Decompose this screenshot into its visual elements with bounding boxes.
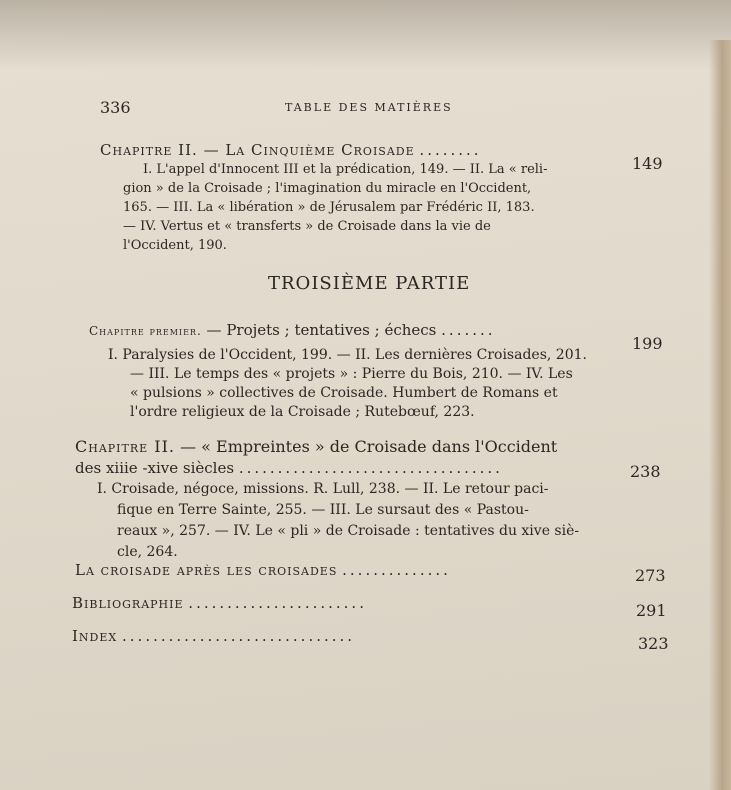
toc-line: 165. — III. La « libération » de Jérusalem par Frédéric II, 183.: [123, 200, 535, 215]
toc-entry-bibliography: [72, 593, 367, 613]
toc-entry-index: [72, 626, 355, 646]
page-ref: 273: [635, 566, 666, 585]
chapter-title-cont: des xiiie -xive siècles: [75, 459, 235, 477]
toc-line: l'Occident, 190.: [123, 238, 227, 253]
page-ref: 291: [636, 601, 667, 620]
toc-subsections: [108, 346, 615, 422]
leader-dots: ........: [419, 141, 482, 159]
chapter-label: La croisade après les croisades: [75, 561, 338, 579]
leader-dots: .......: [441, 321, 496, 339]
chapter-label: Bibliographie: [72, 594, 184, 612]
toc-line: gion » de la Croisade ; l'imagination du miracle en l'Occident,: [123, 181, 532, 196]
toc-line: — IV. Vertus et « transferts » de Croisade dans la vie de: [123, 219, 491, 234]
toc-line: — III. Le temps des « projets » : Pierre du Bois, 210. — IV. Les: [130, 366, 573, 382]
chapter-label: Chapitre II. — La Cinquième Croisade: [100, 141, 415, 159]
toc-entry-ch1: [89, 320, 496, 341]
toc-line: I. Paralysies de l'Occident, 199. — II. Les dernières Croisades, 201.: [108, 347, 587, 363]
page-ref: 323: [638, 634, 669, 653]
toc-line: fique en Terre Sainte, 255. — III. Le sursaut des « Pastou-: [117, 502, 529, 518]
toc-line: I. Croisade, négoce, missions. R. Lull, 238. — II. Le retour paci-: [97, 481, 549, 497]
toc-line: « pulsions » collectives de Croisade. Humbert de Romans et: [130, 385, 558, 401]
toc-line: l'ordre religieux de la Croisade ; Rutebœuf, 223.: [130, 404, 475, 420]
toc-entry-ch2-imprints: [75, 437, 557, 457]
chapter-label: Chapitre premier.: [89, 324, 202, 338]
page-ref: 149: [632, 154, 663, 173]
running-title: TABLE DES MATIÈRES: [285, 101, 453, 114]
toc-entry-ch2-fifth-crusade: [100, 140, 482, 160]
chapter-label: Chapitre II.: [75, 437, 175, 456]
leader-dots: .......................: [188, 594, 367, 612]
page-header: [100, 98, 600, 120]
toc-line: cle, 264.: [117, 544, 178, 560]
page-number: 336: [100, 98, 131, 117]
page-ref: 199: [632, 334, 663, 353]
leader-dots: ..............: [342, 561, 451, 579]
toc-subsections: [123, 160, 608, 255]
toc-subsections: [97, 479, 612, 563]
chapter-title: — « Empreintes » de Croisade dans l'Occident: [175, 437, 558, 456]
leader-dots: ..................................: [238, 459, 503, 477]
toc-entry-ch2-imprints-cont: [75, 458, 503, 478]
toc-entry-after-crusades: [75, 560, 451, 580]
toc-line: reaux », 257. — IV. Le « pli » de Croisade : tentatives du xive siè-: [117, 523, 580, 539]
page-ref: 238: [630, 462, 661, 481]
leader-dots: ..............................: [122, 627, 356, 645]
chapter-label: Index: [72, 627, 118, 645]
chapter-title: — Projets ; tentatives ; échecs: [201, 321, 437, 339]
toc-line: I. L'appel d'Innocent III et la prédication, 149. — II. La « reli-: [143, 162, 548, 177]
part-title: TROISIÈME PARTIE: [268, 273, 471, 294]
